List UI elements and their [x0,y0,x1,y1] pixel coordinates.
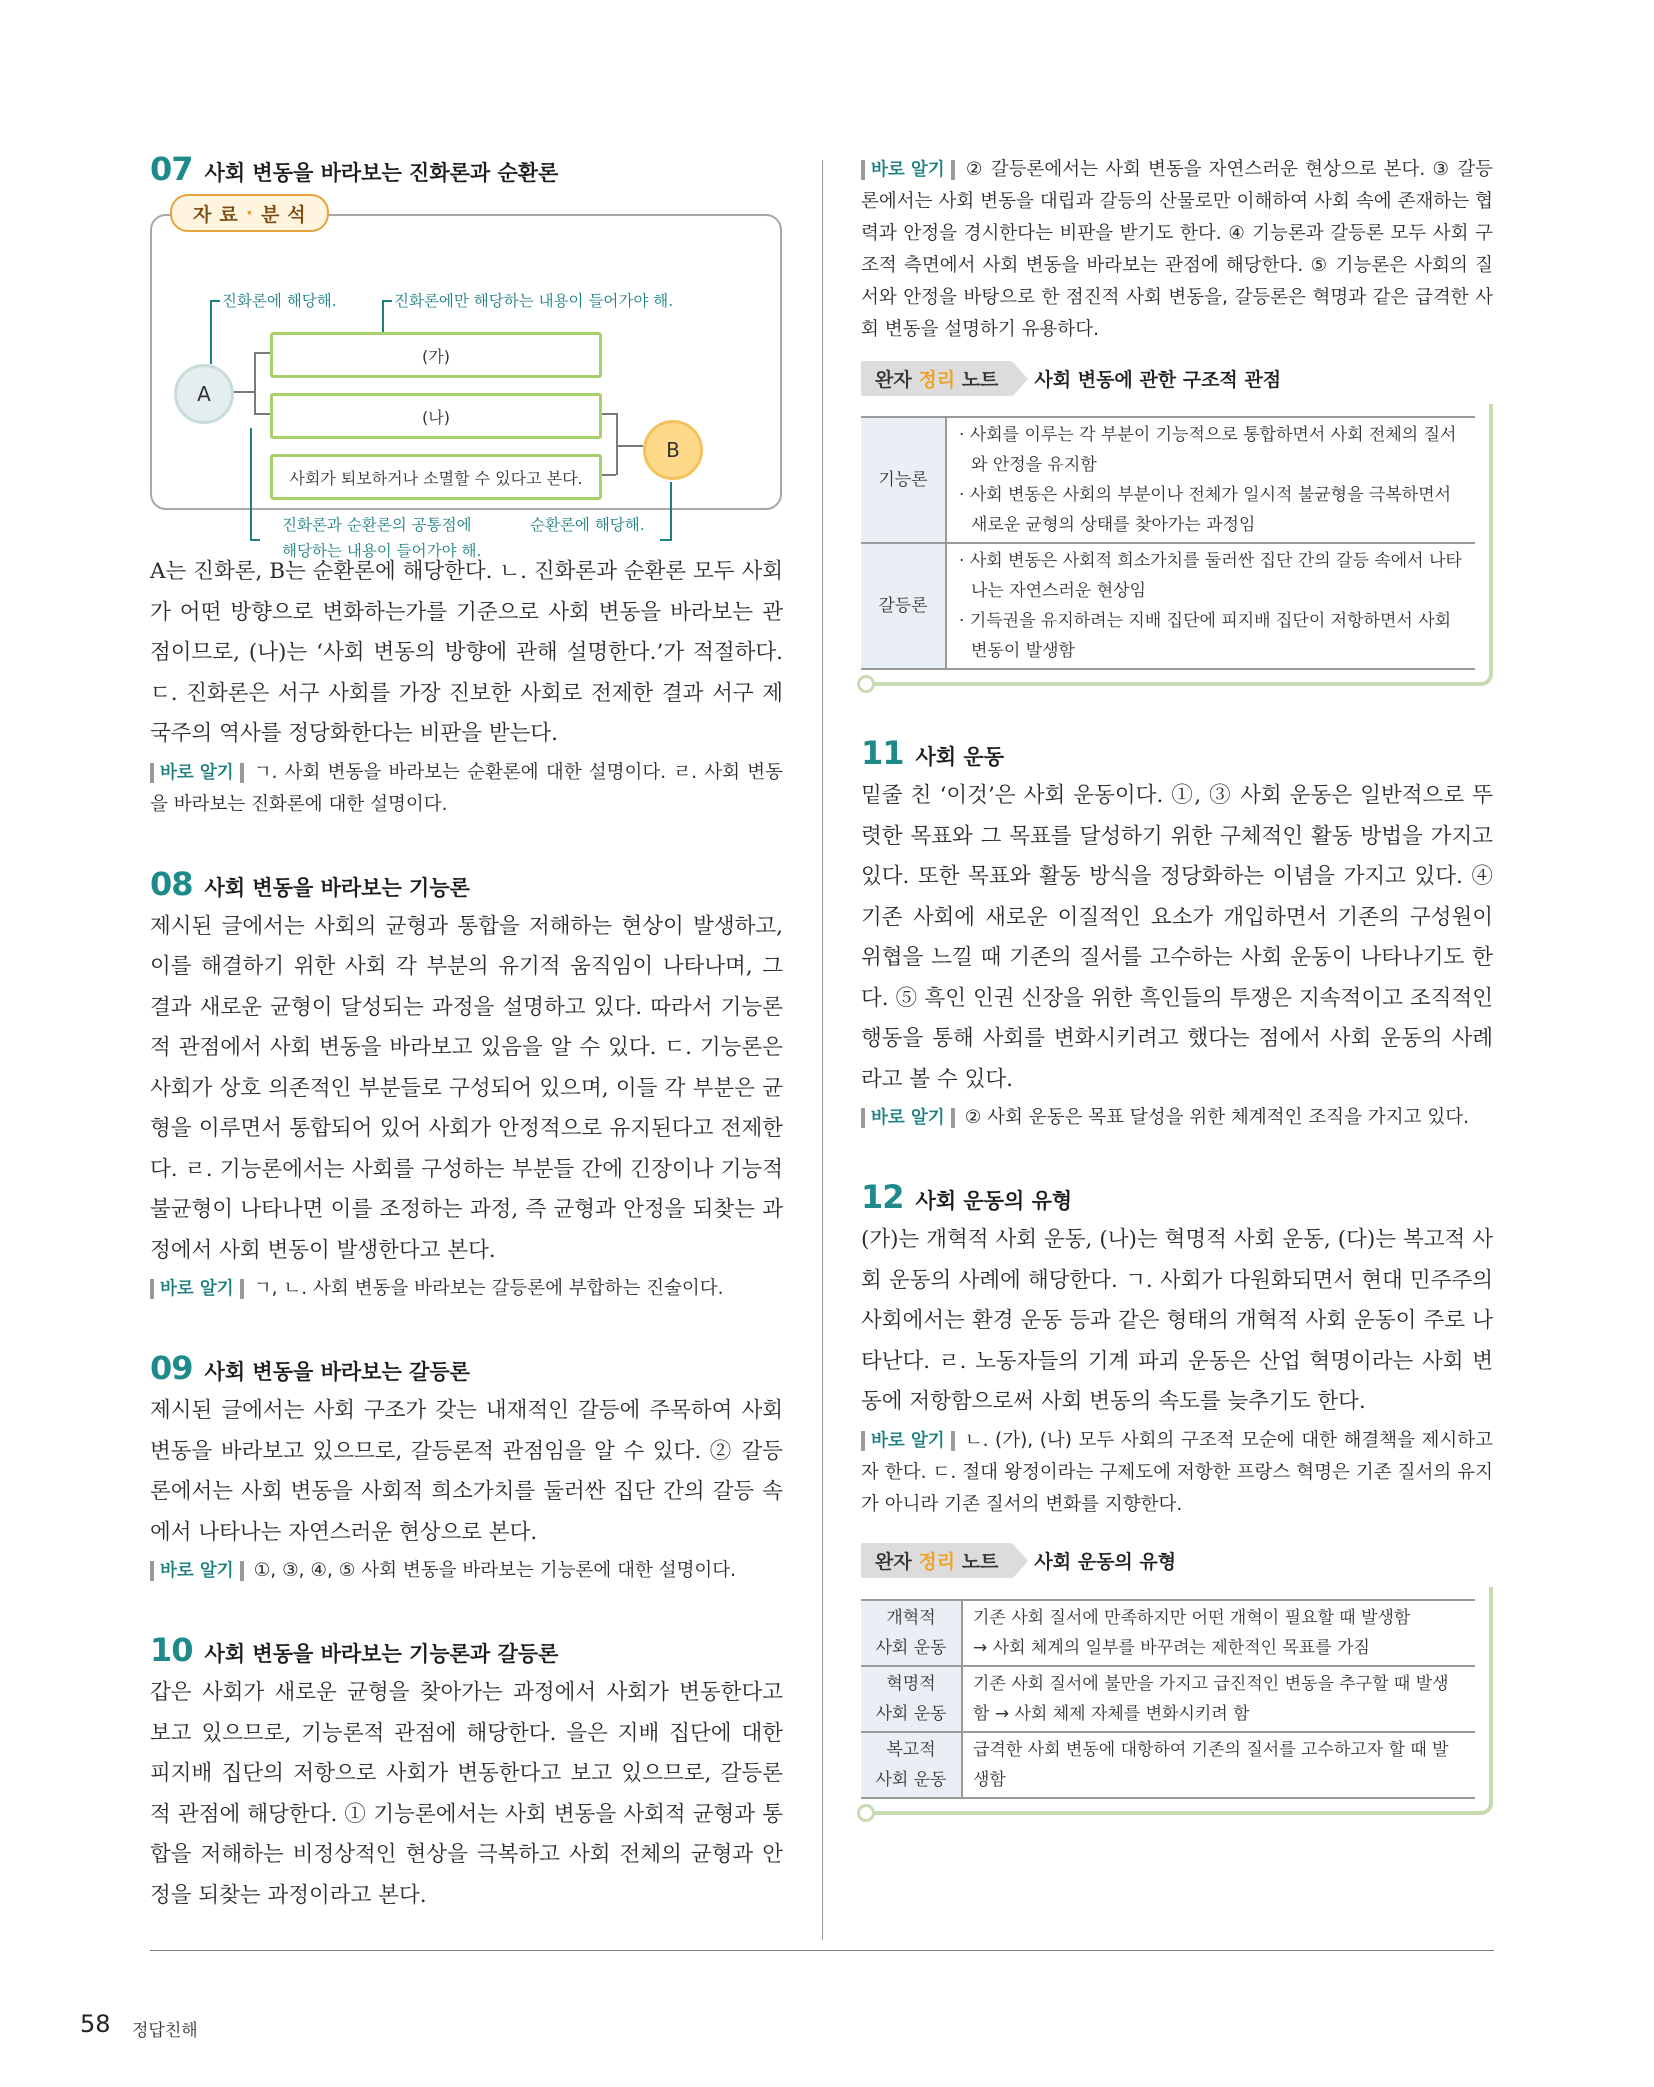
note-tag-highlight: 정리 [918,368,956,391]
dot-icon: · [245,202,253,224]
check-label: 바로 알기 [861,160,955,180]
section-number: 12 [861,1178,904,1216]
note-tag-text: 완자 [875,368,912,391]
note-table [861,416,1475,670]
check-text: ② 갈등론에서는 사회 변동을 자연스러운 현상으로 본다. ③ 갈등론에서는 사회 변동을 대립과 갈등의 산물로만 이해하여 사회 속에 존재하는 협력과 안정을 경시한다는 비판을 받기도 한다. ④ 기능론과 갈등론 모두 사회 구조적 측면에서 사회 변동을 바라보는 관점에 해당한다. ⑤ 기능론은 사회의 질서와 안정을 바탕으로 한 점진적 사회 변동을, 갈등론은 혁명과 같은 급격한 사회 변동을 설명하기 유용하다. [861,159,1493,340]
analysis-diagram [150,192,782,560]
note-title: 사회 변동에 관한 구조적 관점 [1034,368,1282,391]
table-row [861,417,1475,543]
connector-line [210,300,220,302]
check-label: 바로 알기 [150,763,244,783]
row-key: 복고적 사회 운동 [861,1732,962,1798]
section-08 [150,865,783,1306]
check-text: ㄱ, ㄴ. 사회 변동을 바라보는 갈등론에 부합하는 진술이다. [253,1278,724,1299]
section-body: (가)는 개혁적 사회 운동, (나)는 혁명적 사회 운동, (다)는 복고적 사회 운동의 사례에 해당한다. ㄱ. 사회가 다원화되면서 현대 민주주의 사회에서는 환경 운동 등과 같은 형태의 개혁적 사회 운동이 주로 나타난다. ㄹ. 노동자들의 기계 파괴 운동은 산업 혁명이라는 사회 변동에 저항함으로써 사회 변동의 속도를 늦추기도 한다. [861,1227,1493,1414]
check-label: 바로 알기 [150,1561,244,1581]
section-number: 08 [150,864,193,903]
box-na: (나) [270,393,602,439]
box-decline: 사회가 퇴보하거나 소멸할 수 있다고 본다. [270,454,602,500]
row-key: 개혁적 사회 운동 [861,1600,962,1666]
row-value [946,543,1475,669]
section-body: 제시된 글에서는 사회 구조가 갖는 내재적인 갈등에 주목하여 사회 변동을 바라보고 있으므로, 갈등론적 관점임을 알 수 있다. ② 갈등론에서는 사회 변동을 사회적 희소가치를 둘러싼 집단 간의 갈등 속에서 나타나는 자연스러운 현상으로 본다. [150,1398,783,1545]
analysis-tag [170,194,329,232]
check-note [150,757,783,821]
note-tag-text: 완자 [875,1551,912,1573]
check-text: ② 사회 운동은 목표 달성을 위한 체계적인 조직을 가지고 있다. [964,1107,1470,1128]
section-title: 사회 변동을 바라보는 기능론과 갈등론 [204,1642,559,1666]
table-row [861,1600,1475,1666]
footer-label: 정답친해 [132,2021,198,2041]
table-row [861,1666,1475,1732]
check-text: ①, ③, ④, ⑤ 사회 변동을 바라보는 기능론에 대한 설명이다. [253,1560,737,1581]
check-label: 바로 알기 [150,1279,244,1299]
section-number: 09 [150,1349,193,1387]
section-title: 사회 변동을 바라보는 갈등론 [204,1360,470,1384]
tag-char: 석 [287,203,306,226]
check-text: ㄱ. 사회 변동을 바라보는 순환론에 대한 설명이다. ㄹ. 사회 변동을 바라보는 진화론에 대한 설명이다. [150,761,783,815]
section-10 [150,1631,783,1916]
page-number: 58 [80,2010,111,2038]
connector-line [210,300,212,364]
left-column [150,150,783,1960]
connector-line [250,428,252,541]
note-cyclical: 순환론에 해당해. [530,516,645,534]
tag-char: 료 [219,203,238,226]
node-b: B [643,420,703,480]
row-value: 기존 사회 질서에 불만을 가지고 급진적인 변동을 추구할 때 발생함 → 사회 체제 자체를 변화시키려 함 [962,1666,1475,1732]
row-key: 혁명적 사회 운동 [861,1666,962,1732]
section-title: 사회 변동을 바라보는 진화론과 순환론 [204,161,559,185]
check-note [861,154,1493,346]
section-body: 제시된 글에서는 사회의 균형과 통합을 저해하는 현상이 발생하고, 이를 해결하기 위한 사회 각 부분의 유기적 움직임이 나타나며, 그 결과 새로운 균형이 달성되는 과정을 설명하고 있다. 따라서 기능론적 관점에서 사회 변동을 바라보고 있음을 알 수 있다. ㄷ. 기능론은 사회가 상호 의존적인 부분들로 구성되어 있으며, 이들 각 부분은 균형을 이루면서 통합되어 있어 사회가 안정적으로 유지된다고 전제한다. ㄹ. 기능론에서는 사회를 구성하는 부분들 간에 긴장이나 기능적 불균형이 나타나면 이를 조정하는 과정, 즉 균형과 안정을 되찾는 과정에서 사회 변동이 발생한다고 본다. [150,913,783,1263]
note-title: 사회 운동의 유형 [1034,1551,1177,1573]
check-note [150,1273,783,1305]
connector-line [660,539,672,541]
check-label: 바로 알기 [861,1431,955,1451]
check-note [861,1425,1493,1521]
check-note [861,1102,1493,1134]
note-evolution-only: 진화론에만 해당하는 내용이 들어가야 해. [394,292,674,310]
footer-rule [150,1950,1494,1951]
box-ga: (가) [270,332,602,378]
connector-line [616,413,618,475]
note-panel [861,404,1493,686]
note-tag [861,1543,1012,1578]
section-09 [150,1349,783,1587]
bullet-item: · 기득권을 유지하려는 지배 집단에 피지배 집단이 저항하면서 사회 변동이 발생함 [959,611,1452,661]
check-text: ㄴ. (가), (나) 모두 사회의 구조적 모순에 대한 해결책을 제시하고자 한다. ㄷ. 절대 왕정이라는 구제도에 저항한 프랑스 혁명은 기존 질서의 유지가 아니라 기존 질서의 변화를 지향한다. [861,1429,1493,1515]
summary-note-structural [861,360,1493,686]
table-row [861,543,1475,669]
row-key: 기능론 [861,417,946,543]
column-divider [822,160,823,1940]
tag-char: 분 [260,203,280,226]
note-tag-highlight: 정리 [918,1551,956,1573]
section-body: 밑줄 친 ‘이것’은 사회 운동이다. ①, ③ 사회 운동은 일반적으로 뚜렷한 목표와 그 목표를 달성하기 위한 구체적인 활동 방법을 가지고 있다. 또한 목표와 활동 방식을 정당화하는 이념을 가지고 있다. ④ 기존 사회에 새로운 이질적인 요소가 개입하면서 기존의 구성원이 위협을 느낄 때 기존의 질서를 고수하는 사회 운동이 나타나기도 한다. ⑤ 흑인 인권 신장을 위한 흑인들의 투쟁은 지속적이고 조직적인 행동을 통해 사회를 변화시키려고 했다는 점에서 사회 운동의 사례라고 볼 수 있다. [861,783,1493,1092]
section-body: 갑은 사회가 새로운 균형을 찾아가는 과정에서 사회가 변동한다고 보고 있으므로, 기능론적 관점에 해당한다. 을은 지배 집단에 대한 피지배 집단의 저항으로 사회가 변동한다고 보고 있으므로, 갈등론적 관점에 해당한다. ① 기능론에서는 사회 변동을 사회적 균형과 통합을 저해하는 비정상적인 현상을 극복하고 사회 전체의 균형과 안정을 되찾는 과정이라고 본다. [150,1680,783,1908]
connector-line [670,482,672,541]
section-number: 07 [150,150,193,188]
summary-note-movements [861,1543,1493,1815]
row-value [946,417,1475,543]
note-table [861,1599,1475,1799]
bullet-item: · 사회 변동은 사회적 희소가치를 둘러싼 집단 간의 갈등 속에서 나타나는 자연스러운 현상임 [959,551,1462,601]
row-value: 급격한 사회 변동에 대항하여 기존의 질서를 고수하고자 할 때 발생함 [962,1732,1475,1798]
connector-line [254,352,270,354]
row-value: 기존 사회 질서에 만족하지만 어떤 개혁이 필요할 때 발생함 → 사회 체계의 일부를 바꾸려는 제한적인 목표를 가짐 [962,1600,1475,1666]
bullet-item: · 사회 변동은 사회의 부분이나 전체가 일시적 불균형을 극복하면서 새로운 균형의 상태를 찾아가는 과정임 [959,485,1452,535]
bullet-item: · 사회를 이루는 각 부분이 기능적으로 통합하면서 사회 전체의 질서와 안정을 유지함 [959,425,1457,475]
row-key: 갈등론 [861,543,946,669]
connector-line [382,300,392,302]
check-note [150,1555,783,1587]
section-title: 사회 변동을 바라보는 기능론 [204,875,470,900]
note-evolution: 진화론에 해당해. [222,292,337,310]
section-11 [861,734,1493,1134]
connector-line [250,539,260,541]
check-label: 바로 알기 [861,1108,955,1128]
note-panel [861,1587,1493,1815]
tag-char: 자 [193,203,212,226]
section-title: 사회 운동 [915,745,1004,769]
section-body: A는 진화론, B는 순환론에 해당한다. ㄴ. 진화론과 순환론 모두 사회가 어떤 방향으로 변화하는가를 기준으로 사회 변동을 바라보는 관점이므로, (나)는 ‘사회 변동의 방향에 관해 설명한다.’가 적절하다. ㄷ. 진화론은 서구 사회를 가장 진보한 사회로 전제한 결과 서구 제국주의 역사를 정당화한다는 비판을 받는다. [150,559,783,746]
section-12 [861,1178,1493,1521]
section-title: 사회 운동의 유형 [915,1189,1073,1213]
connector-line [616,445,643,447]
note-tag-text: 노트 [961,1551,999,1573]
right-column [861,150,1493,1851]
section-07 [150,150,783,821]
section-number: 10 [150,1631,193,1669]
node-a: A [174,364,234,424]
section-number: 11 [861,734,904,772]
note-common: 진화론과 순환론의 공통점에 해당하는 내용이 들어가야 해. [282,516,482,560]
connector-line [254,413,270,415]
note-tag-text: 노트 [961,368,999,391]
connector-line [382,300,384,332]
connector-line [254,352,256,414]
table-row [861,1732,1475,1798]
note-tag [861,361,1012,396]
